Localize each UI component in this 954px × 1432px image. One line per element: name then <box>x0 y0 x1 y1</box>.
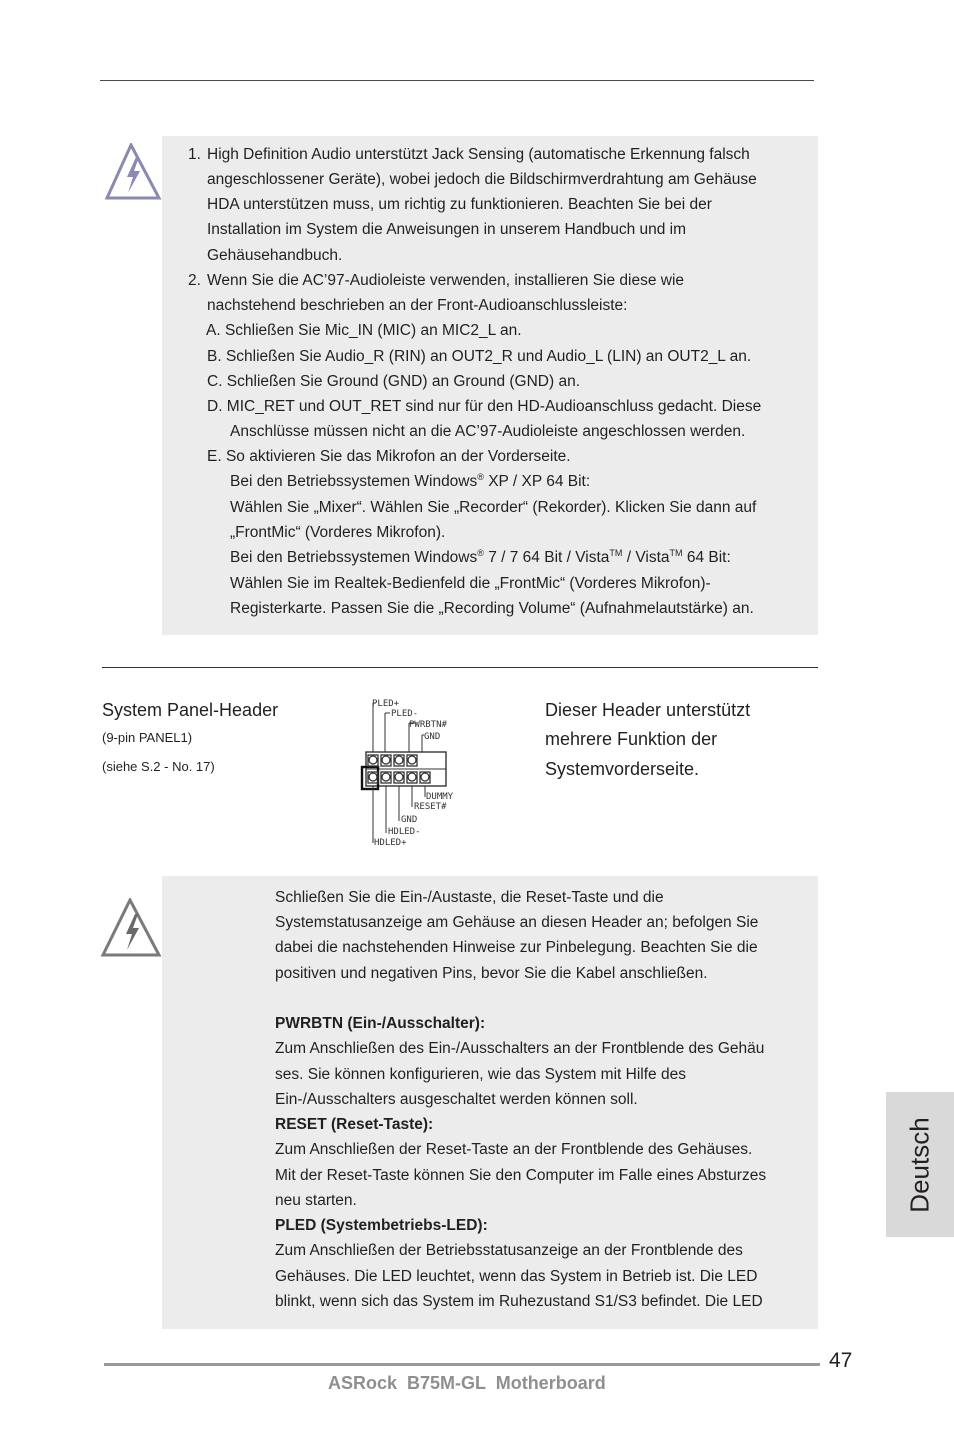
win7-post: 64 Bit: <box>682 549 731 566</box>
note1-xp-step: „FrontMic“ (Vorderes Mikrofon). <box>230 524 446 541</box>
pled-line: blinkt, wenn sich das System im Ruhezustand S1/S3 befindet. Die LED <box>275 1293 763 1310</box>
note1-item1-line: angeschlossener Geräte), wobei jedoch die Bildschirmverdrahtung am Gehäuse <box>207 171 757 188</box>
pin-label-bottom: RESET# <box>414 802 447 812</box>
pin-label-bottom: GND <box>401 815 418 825</box>
trademark-mark: TM <box>669 547 683 558</box>
pwrbtn-line: Zum Anschließen des Ein-/Ausschalters an der Frontblende des Gehäu <box>275 1040 765 1057</box>
pin-label-top: PLED+ <box>372 699 400 709</box>
language-tab <box>886 1092 954 1237</box>
win7-mid2: / Vista <box>622 549 670 566</box>
pwrbtn-heading: PWRBTN (Ein-/Ausschalter): <box>275 1015 486 1032</box>
footer-rule <box>104 1363 820 1366</box>
note2-intro-line: Systemstatusanzeige am Gehäuse an diesen Header an; befolgen Sie <box>275 914 759 931</box>
panel-header-desc: Dieser Header unterstützt <box>545 700 751 720</box>
note1-w7-step: Wählen Sie im Realtek-Bedienfeld die „FrontMic“ (Vorderes Mikrofon)- <box>230 575 711 592</box>
reset-line: Zum Anschließen der Reset-Taste an der Frontblende des Gehäuses. <box>275 1141 753 1158</box>
language-tab-label: Deutsch <box>904 1116 935 1213</box>
win7-mid: 7 / 7 64 Bit / Vista <box>483 549 610 566</box>
note1-item1-line: Installation im System die Anweisungen in unserem Handbuch und im <box>207 221 687 238</box>
note1-sub-d-cont: Anschlüsse müssen nicht an die AC’97-Audioleiste angeschlossen werden. <box>230 423 746 440</box>
panel-header-desc: mehrere Funktion der <box>545 729 718 749</box>
note1-item2-num: 2. <box>188 272 201 289</box>
pin-label-top: GND <box>424 732 441 742</box>
panel-header-pin: (9-pin PANEL1) <box>102 730 193 745</box>
note1-item1-line: High Definition Audio unterstützt Jack Sensing (automatische Erkennung falsch <box>207 146 750 163</box>
winxp-pre: Bei den Betriebssystemen Windows <box>230 473 478 490</box>
note1-sub-b: B. Schließen Sie Audio_R (RIN) an OUT2_R und Audio_L (LIN) an OUT2_L an. <box>207 348 752 365</box>
note1-item2-line: nachstehend beschrieben an der Front-Audioanschlussleiste: <box>207 297 628 314</box>
pin-label-bottom: DUMMY <box>426 792 454 802</box>
note1-sub-e: E. So aktivieren Sie das Mikrofon an der Vorderseite. <box>207 448 571 465</box>
note1-winxp-line <box>230 472 590 492</box>
panel-header-ref: (siehe S.2 - No. 17) <box>102 759 215 774</box>
pin-label-top: PLED- <box>391 709 419 719</box>
pled-line: Gehäuses. Die LED leuchtet, wenn das System in Betrieb ist. Die LED <box>275 1268 758 1285</box>
win7-pre: Bei den Betriebssystemen Windows <box>230 549 478 566</box>
page-number: 47 <box>829 1349 853 1372</box>
pwrbtn-line: Ein-/Ausschalters ausgeschaltet werden können soll. <box>275 1091 638 1108</box>
note1-item1-line: Gehäusehandbuch. <box>207 247 343 264</box>
note1-xp-step: Wählen Sie „Mixer“. Wählen Sie „Recorder“ (Rekorder). Klicken Sie dann auf <box>230 499 757 516</box>
panel-header-title: System Panel-Header <box>102 700 279 720</box>
registered-mark: ® <box>477 471 484 482</box>
pled-heading: PLED (Systembetriebs-LED): <box>275 1217 488 1234</box>
section-rule <box>102 667 818 668</box>
warning-icon <box>100 898 162 963</box>
note1-item1-line: HDA unterstützen muss, um richtig zu funktionieren. Beachten Sie bei der <box>207 196 712 213</box>
note1-w7-step: Registerkarte. Passen Sie die „Recording Volume“ (Aufnahmelautstärke) an. <box>230 600 754 617</box>
note1-win7-line <box>230 548 731 568</box>
pled-line: Zum Anschließen der Betriebsstatusanzeige an der Frontblende des <box>275 1242 743 1259</box>
pin-label-bottom: HDLED- <box>388 827 421 837</box>
panel-header-diagram <box>358 697 484 854</box>
trademark-mark: TM <box>609 547 623 558</box>
warning-icon <box>103 143 163 206</box>
reset-line: Mit der Reset-Taste können Sie den Computer im Falle eines Absturzes <box>275 1167 767 1184</box>
note1-sub-c: C. Schließen Sie Ground (GND) an Ground (GND) an. <box>207 373 580 390</box>
top-rule <box>100 80 814 81</box>
footer-title: ASRock B75M-GL Motherboard <box>328 1373 606 1393</box>
reset-heading: RESET (Reset-Taste): <box>275 1116 434 1133</box>
note1-item2-line: Wenn Sie die AC’97-Audioleiste verwenden, installieren Sie diese wie <box>207 272 685 289</box>
registered-mark: ® <box>477 547 484 558</box>
note2-intro-line: Schließen Sie die Ein-/Austaste, die Reset-Taste und die <box>275 889 664 906</box>
note2-intro-line: positiven und negativen Pins, bevor Sie die Kabel anschließen. <box>275 965 708 982</box>
winxp-post: XP / XP 64 Bit: <box>483 473 591 490</box>
note1-sub-d: D. MIC_RET und OUT_RET sind nur für den HD-Audioanschluss gedacht. Diese <box>207 398 762 415</box>
pwrbtn-line: ses. Sie können konfigurieren, wie das System mit Hilfe des <box>275 1066 686 1083</box>
pin-label-bottom: HDLED+ <box>374 838 407 848</box>
note1-item1-num: 1. <box>188 146 201 163</box>
panel-header-desc: Systemvorderseite. <box>545 759 700 779</box>
pin-label-top: PWRBTN# <box>409 720 447 730</box>
note2-intro-line: dabei die nachstehenden Hinweise zur Pinbelegung. Beachten Sie die <box>275 939 758 956</box>
note1-sub-a: A. Schließen Sie Mic_IN (MIC) an MIC2_L an. <box>206 322 522 339</box>
reset-line: neu starten. <box>275 1192 357 1209</box>
